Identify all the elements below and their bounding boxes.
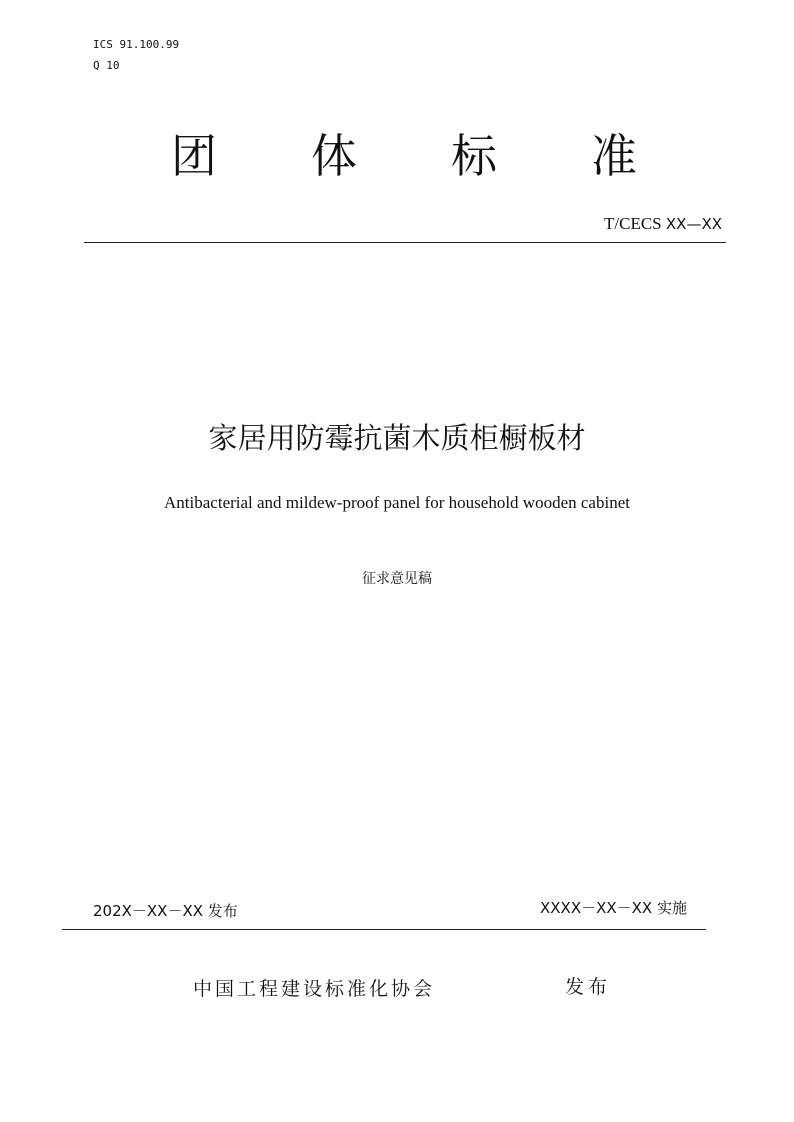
standard-number-code: XX—XX — [665, 215, 722, 233]
english-title: Antibacterial and mildew-proof panel for household wooden cabinet — [164, 493, 630, 512]
standard-type-heading — [84, 126, 724, 186]
implementation-date: XXXX－XX－XX 实施 — [540, 899, 687, 917]
header-divider — [84, 242, 726, 243]
standard-type-char: 团 — [171, 129, 217, 183]
publish-label: 发布 — [565, 976, 612, 998]
footer-divider — [62, 929, 706, 930]
ics-code: ICS 91.100.99 — [93, 38, 180, 51]
issue-date: 202X－XX－XX 发布 — [93, 902, 238, 920]
chinese-title: 家居用防霉抗菌木质柜橱板材 — [208, 421, 586, 455]
standard-number — [604, 214, 722, 234]
standard-type-char: 标 — [451, 129, 497, 183]
standard-type-char: 体 — [311, 129, 357, 183]
standard-number-prefix: T/CECS — [604, 214, 662, 233]
ccs-code: Q 10 — [93, 59, 120, 72]
draft-status: 征求意见稿 — [362, 571, 432, 587]
publisher-name: 中国工程建设标准化协会 — [193, 978, 436, 1000]
standard-type-char: 准 — [591, 129, 637, 183]
